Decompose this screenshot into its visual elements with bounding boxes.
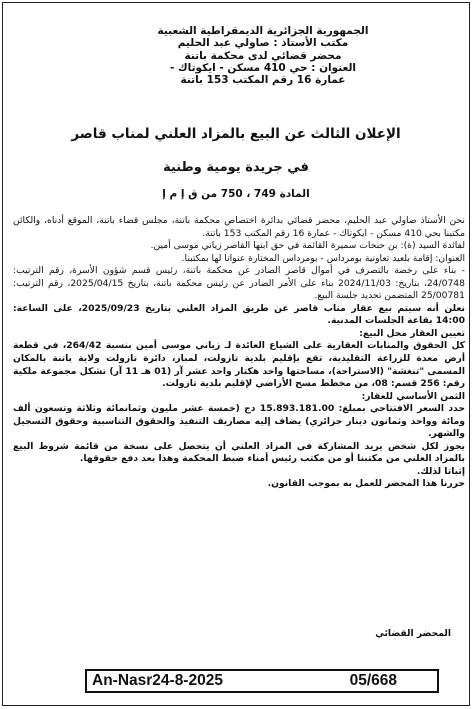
address-paragraph: العنوان: إقامة بلعيد تعاونية بومرداس - بومرداس المختارة عنوانا لها بمكتبنا. [181, 252, 465, 264]
closing-line: حررنا هذا المحضر للعمل به بموجب القانون. [267, 478, 465, 490]
announcement-title: الإعلان الثالث عن البيع بالمزاد العلني لمناب قاصر [71, 126, 401, 142]
participation-paragraph: يجوز لكل شخص يريد المشاركة في المزاد العلني أن يتحصل على نسخة من قائمة شروط البيع بالمزاد العلني من مكتبنا أو من مكتب رئيس أمناء ضبط المحكمة وهذا بعد دفع حقوقها. [13, 440, 465, 465]
header-line: العنوان : حي 410 مسكن - ايكوتاك - [169, 61, 356, 74]
header-line: مكتب الأستاذ : صاولي عبد الحليم [177, 37, 349, 50]
bailiff-intro-paragraph: نحن الأستاذ صاولي عبد الحليم، محضر قضائي بدائرة اختصاص محكمة باتنة، مجلس قضاء باتنة، الموقع أدناه، والكائن مكتبنا بحي 410 مسكن - ايكوتاك - عمارة 16 رقم المكتب 153 باتنة. [13, 215, 465, 239]
announcement-page [2, 2, 470, 706]
publication-footer [85, 669, 439, 693]
announcement-number: 05/668 [349, 672, 397, 689]
property-description-paragraph: كل الحقوق والمنابات العقارية على الشياع العائدة لـ زياني موسى أمين بنسبة 264/42، في قطعة أرض معدة للزراعة التقليدية، تقع بإقليم بلدية تازولت، لمباز، دائرة تازولت ولاية باتنة بالمكان المسمى "تنغشة" (الاستراحة)، مساحتها واحد هكتار واحد عشر آر (01 هـ 11 آر) تشكل مجموعة ملكية رقم: 256 قسم: 08، من مخطط مسح الأراضي لإقليم بلدية تازولت. [13, 340, 465, 390]
price-heading: الثمن الأساسي للعقار: [361, 390, 465, 402]
authorization-paragraph: - بناء على رخصة بالتصرف في أموال قاصر الصادر عن محكمة باتنة، رئيس قسم شؤون الأسرة، رقم الترتيب: 24/0748، بتاريخ: 2024/11/03 بناء على الأمر الصادر عن رئيس محكمة باتنة، بتاريخ 2025/04/15، رقم الترتيب: 25/00781 المتضمن تحديد جلسة البيع. [13, 265, 465, 302]
property-heading: تعيين العقار محل البيع: [359, 327, 465, 339]
proof-line: إثباتا لذلك. [416, 465, 465, 477]
office-header [63, 25, 463, 86]
price-paragraph: حدد السعر الافتتاحي بمبلغ: 15.893.181.00 دج (خمسة عشر مليون وثمانمائة وثلاثة وتسعون ألف ومائة وواحد وثمانون دينار جزائري) يضاف إليه مصاريف التنفيذ والحقوق التناسبية وحقوق التسجيل والشهر. [13, 403, 465, 440]
sale-date-paragraph: نعلن أنه سيتم بيع عقار مناب قاصر عن طريق المزاد العلني بتاريخ 2025/09/23، على الساعة: 14:00 بقاعة الجلسات المدنية. [13, 302, 465, 327]
header-line: عمارة 16 رقم المكتب 153 باتنة [180, 74, 346, 87]
header-line: الجمهورية الجزائرية الديمقراطية الشعبية [157, 25, 369, 37]
legal-article-reference: المادة 749 ، 750 من ق إ م إ [162, 188, 310, 200]
newspaper-subtitle: في جريدة يومية وطنية [163, 160, 309, 175]
newspaper-reference: An-Nasr24-8-2025 [92, 672, 223, 689]
beneficiary-paragraph: لفائدة السيد (ة): بن حنحات سميرة القائمة في حق ابنها القاصر زياني موسى أمين. [150, 240, 465, 252]
header-line: محضر قضائي لدى محكمة باتنة [184, 49, 342, 62]
announcement-body [13, 215, 465, 491]
bailiff-signature: المحضر القضائي [375, 628, 451, 639]
